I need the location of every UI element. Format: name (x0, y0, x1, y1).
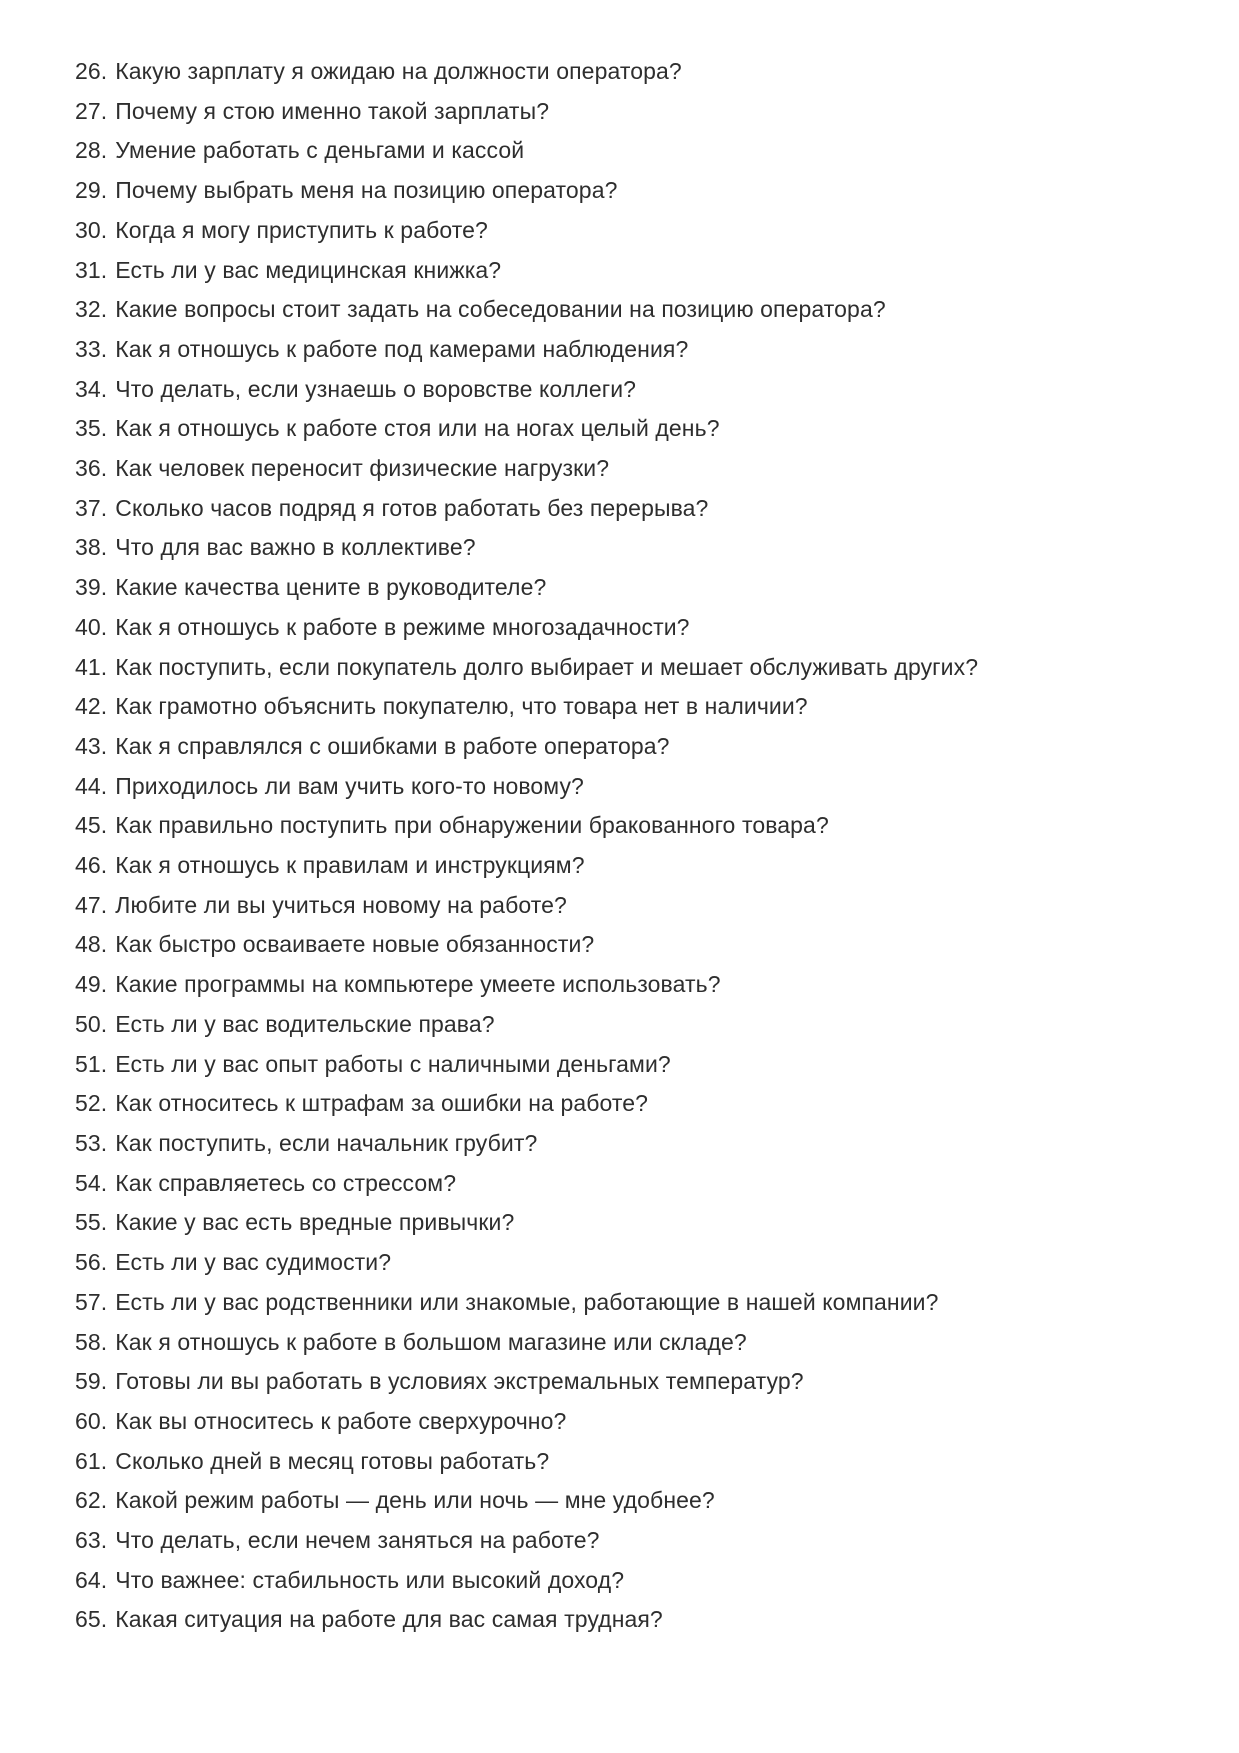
list-item (75, 1481, 978, 1521)
item-number: 36. (75, 455, 108, 482)
item-number: 54. (75, 1169, 108, 1196)
item-text: Как относитесь к штрафам за ошибки на работе? (115, 1090, 649, 1117)
item-text: Как я отношусь к работе стоя или на ногах целый день? (115, 415, 720, 442)
item-text: Как правильно поступить при обнаружении бракованного товара? (115, 812, 829, 839)
item-text: Как справляетесь со стрессом? (115, 1169, 457, 1196)
item-number: 47. (75, 891, 108, 918)
item-number: 56. (75, 1249, 108, 1276)
item-text: Почему выбрать меня на позицию оператора? (115, 177, 618, 204)
list-item (75, 1124, 978, 1164)
item-number: 28. (75, 137, 108, 164)
item-number: 39. (75, 574, 108, 601)
item-text: Как человек переносит физические нагрузки? (115, 455, 610, 482)
list-item (75, 727, 978, 767)
item-number: 38. (75, 534, 108, 561)
item-number: 41. (75, 653, 108, 680)
list-item (75, 290, 978, 330)
list-item (75, 1164, 978, 1204)
list-item (75, 608, 978, 648)
list-item (75, 251, 978, 291)
item-text: Какую зарплату я ожидаю на должности оператора? (115, 58, 682, 84)
list-item (75, 1323, 978, 1363)
item-number: 45. (75, 812, 108, 839)
item-number: 55. (75, 1209, 108, 1236)
list-item (75, 1600, 978, 1640)
item-number: 49. (75, 971, 108, 998)
item-number: 31. (75, 256, 108, 283)
item-number: 34. (75, 375, 108, 402)
list-item (75, 1045, 978, 1085)
item-number: 46. (75, 852, 108, 879)
list-item (75, 171, 978, 211)
item-number: 52. (75, 1090, 108, 1117)
item-text: Какие программы на компьютере умеете использовать? (115, 971, 721, 998)
item-number: 61. (75, 1447, 108, 1474)
list-item (75, 449, 978, 489)
list-item (75, 846, 978, 886)
item-text: Когда я могу приступить к работе? (115, 216, 488, 243)
item-text: Умение работать с деньгами и кассой (115, 137, 525, 164)
list-item (75, 52, 978, 92)
item-number: 59. (75, 1368, 108, 1395)
item-text: Есть ли у вас водительские права? (115, 1010, 495, 1037)
item-text: Что делать, если узнаешь о воровстве коллеги? (115, 375, 637, 402)
item-text: Какие вопросы стоит задать на собеседовании на позицию оператора? (115, 296, 886, 323)
item-text: Есть ли у вас медицинская книжка? (115, 256, 502, 283)
item-text: Какой режим работы — день или ночь — мне удобнее? (115, 1487, 715, 1514)
item-number: 48. (75, 931, 108, 958)
list-item (75, 1521, 978, 1561)
item-text: Сколько дней в месяц готовы работать? (115, 1447, 550, 1474)
list-item (75, 370, 978, 410)
list-item (75, 568, 978, 608)
list-item (75, 767, 978, 807)
item-text: Как грамотно объяснить покупателю, что товара нет в наличии? (115, 693, 808, 720)
list-item (75, 1084, 978, 1124)
item-number: 37. (75, 494, 108, 521)
item-number: 63. (75, 1527, 108, 1554)
list-item (75, 648, 978, 688)
item-number: 65. (75, 1606, 108, 1633)
item-number: 44. (75, 772, 108, 799)
item-number: 62. (75, 1487, 108, 1514)
item-number: 42. (75, 693, 108, 720)
list-item (75, 1442, 978, 1482)
item-number: 57. (75, 1288, 108, 1315)
item-number: 51. (75, 1050, 108, 1077)
item-text: Какие качества цените в руководителе? (115, 574, 547, 601)
question-list (75, 52, 978, 1640)
item-text: Что важнее: стабильность или высокий доход? (115, 1566, 625, 1593)
list-item (75, 806, 978, 846)
list-item (75, 409, 978, 449)
list-item (75, 131, 978, 171)
item-number: 26. (75, 58, 108, 84)
item-number: 64. (75, 1566, 108, 1593)
list-item (75, 1243, 978, 1283)
item-number: 43. (75, 732, 108, 759)
list-item (75, 489, 978, 529)
item-text: Какие у вас есть вредные привычки? (115, 1209, 515, 1236)
list-item (75, 1561, 978, 1601)
list-item (75, 1203, 978, 1243)
item-text: Сколько часов подряд я готов работать без перерыва? (115, 494, 709, 521)
list-item (75, 92, 978, 132)
item-text: Как я справлялся с ошибками в работе оператора? (115, 732, 670, 759)
item-text: Как я отношусь к работе в большом магазине или складе? (115, 1328, 747, 1355)
item-number: 35. (75, 415, 108, 442)
item-text: Как я отношусь к работе под камерами наблюдения? (115, 335, 689, 362)
list-item (75, 211, 978, 251)
item-text: Есть ли у вас судимости? (115, 1249, 392, 1276)
item-number: 27. (75, 97, 108, 124)
item-number: 29. (75, 177, 108, 204)
list-item (75, 1362, 978, 1402)
list-item (75, 925, 978, 965)
item-text: Готовы ли вы работать в условиях экстремальных температур? (115, 1368, 804, 1395)
item-text: Как я отношусь к работе в режиме многозадачности? (115, 613, 690, 640)
list-item (75, 330, 978, 370)
item-text: Как вы относитесь к работе сверхурочно? (115, 1407, 567, 1434)
item-text: Приходилось ли вам учить кого-то новому? (115, 772, 584, 799)
item-text: Как поступить, если начальник грубит? (115, 1129, 538, 1156)
item-text: Любите ли вы учиться новому на работе? (115, 891, 567, 918)
item-number: 30. (75, 216, 108, 243)
list-item (75, 1005, 978, 1045)
list-item (75, 528, 978, 568)
list-item (75, 965, 978, 1005)
item-text: Как я отношусь к правилам и инструкциям? (115, 852, 585, 879)
item-number: 32. (75, 296, 108, 323)
item-number: 53. (75, 1129, 108, 1156)
item-text: Что для вас важно в коллективе? (115, 534, 476, 561)
list-item (75, 1283, 978, 1323)
item-number: 60. (75, 1407, 108, 1434)
item-number: 33. (75, 335, 108, 362)
item-text: Как поступить, если покупатель долго выбирает и мешает обслуживать других? (115, 653, 979, 680)
item-text: Почему я стою именно такой зарплаты? (115, 97, 550, 124)
item-number: 50. (75, 1010, 108, 1037)
item-text: Как быстро осваиваете новые обязанности? (115, 931, 595, 958)
list-item (75, 886, 978, 926)
item-text: Что делать, если нечем заняться на работе? (115, 1527, 600, 1554)
item-number: 58. (75, 1328, 108, 1355)
list-item (75, 687, 978, 727)
item-text: Есть ли у вас опыт работы с наличными деньгами? (115, 1050, 671, 1077)
list-item (75, 1402, 978, 1442)
item-text: Есть ли у вас родственники или знакомые, работающие в нашей компании? (115, 1288, 939, 1315)
item-number: 40. (75, 613, 108, 640)
item-text: Какая ситуация на работе для вас самая трудная? (115, 1606, 663, 1633)
